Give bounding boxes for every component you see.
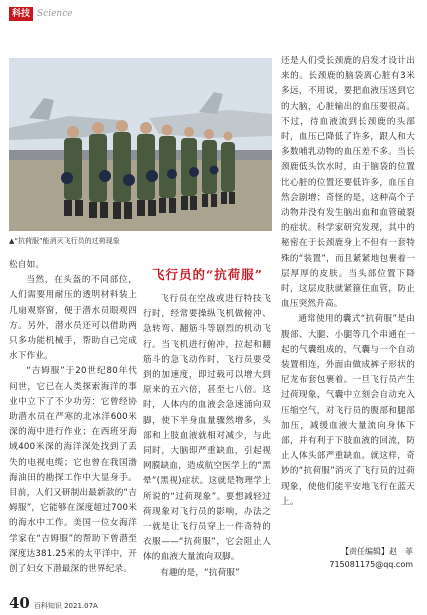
page-number: 40 [9,594,30,612]
paragraph: 还是人们受长颈鹿的启发才设计出来的。长颈鹿的脑袋离心脏有3米多远，不用说，要把血液压送到它的大脑，心脏输出的血压要很高。不过，待血液流到长颈鹿的头部时，血压已降低了许多，跟人和大多数哺乳动物的血压差不多。当长颈鹿低头饮水时，由于脑袋的位置比心脏的位置还要低许多，血压自然会剧增；奇怪的是，这种高个子动物并没有发生脑出血和血管破裂的症状。科学家研究发现，其中的秘密在于长颈鹿身上不但有一套特殊的“装置”，而且紧紧地包裹着一层厚厚的皮肤。当头部位置下降时，这层皮肤就紧箍住血管，防止血压突然升高。 [281,56,415,310]
middle-column [143,292,271,581]
paragraph: 飞行员在空战或进行特技飞行时，经常要操纵飞机做俯冲、急转弯、翻筋斗等剧烈的机动飞行。当飞机进行俯冲，拉起和翻筋斗的急飞动作时，飞行员要受到的加速度，即过载可以增大到原来的五六倍，甚至七八倍。这时，人体内的血液会急速涌向双脚，使下半身血量骤然增多，头部和上肢血液就相对减少，与此同时，大脑即严重缺血，引起视网膜缺血，造成航空医学上的“黑晕”(黑视)症状。这就是物理学上所说的“过荷现象”。要想减轻过荷现象对飞行员的影响，办法之一就是让飞行员穿上一件奇特的衣服——“抗荷服”，它会阻止人体的血液大量流向双脚。 [143,294,271,563]
section-tag: 科技 [9,7,33,21]
paragraph: “吉姆服”于20世纪80年代问世，它已在人类探索海洋的事业中立下了不少功劳：它曾经协助潜水员在严寒的北冰洋600米深的海中进行作业；在西班牙海域400米深的海洋深处找到了丢失的电视电缆；它也曾在我国渤海油田的勘探工作中大显身手。目前，人们又研制出最新款的“吉姆服”，它能够在深度超过700米的海水中工作。美国一位女海洋学家在“吉姆服”的帮助下曾潜至深度达381.25米的太平洋中，开创了妇女下潜最深的世界纪录。 [9,366,138,575]
page-footer [9,594,98,612]
paragraph: 当然，在头盔的不同部位，人们需要用耐压的透明材料装上几扇观察窗，便于潜水员眼观四方。另外，潜水员还可以借助两只多功能机械手，帮助自己完成水下作业。 [9,275,137,362]
right-column [281,54,415,510]
left-column [9,258,137,577]
editor-label: 【责任编辑】赵 菲 [341,547,413,556]
section-header [9,6,73,22]
editor-credit [329,545,413,571]
paragraph: 松自如。 [9,260,45,270]
section-tag-en: Science [37,9,73,19]
publication-info: 百科知识 2021.07A [33,602,98,610]
photo-caption: ▲“抗荷服”能消灭飞行员的过荷现象 [9,237,120,245]
paragraph: 有趣的是，“抗荷服” [160,567,240,578]
editor-email: 715081175@qq.com [329,560,413,569]
paragraph: 通常使用的囊式“抗荷服”是由腹部、大腿、小腿等几个串通在一起的气囊组成的，气囊与一个自动装置相连，外面由做成裤子形状的尼龙布套包裹着。一旦飞行员产生过荷现象，气囊中立刻会自动充入压缩空气，对飞行员的腹部和腿部加压，减缓血液大量流向身体下部，并有利于下肢血液的回流，防止人体头部严重缺血。就这样，奇妙的“抗荷服”消灭了飞行员的过荷现象，使他们能平安地飞行在蓝天上。 [281,314,415,507]
pilots-illustration [9,58,272,231]
section-heading: 飞行员的“抗荷服” [152,267,263,282]
pilots-photo [9,58,272,231]
